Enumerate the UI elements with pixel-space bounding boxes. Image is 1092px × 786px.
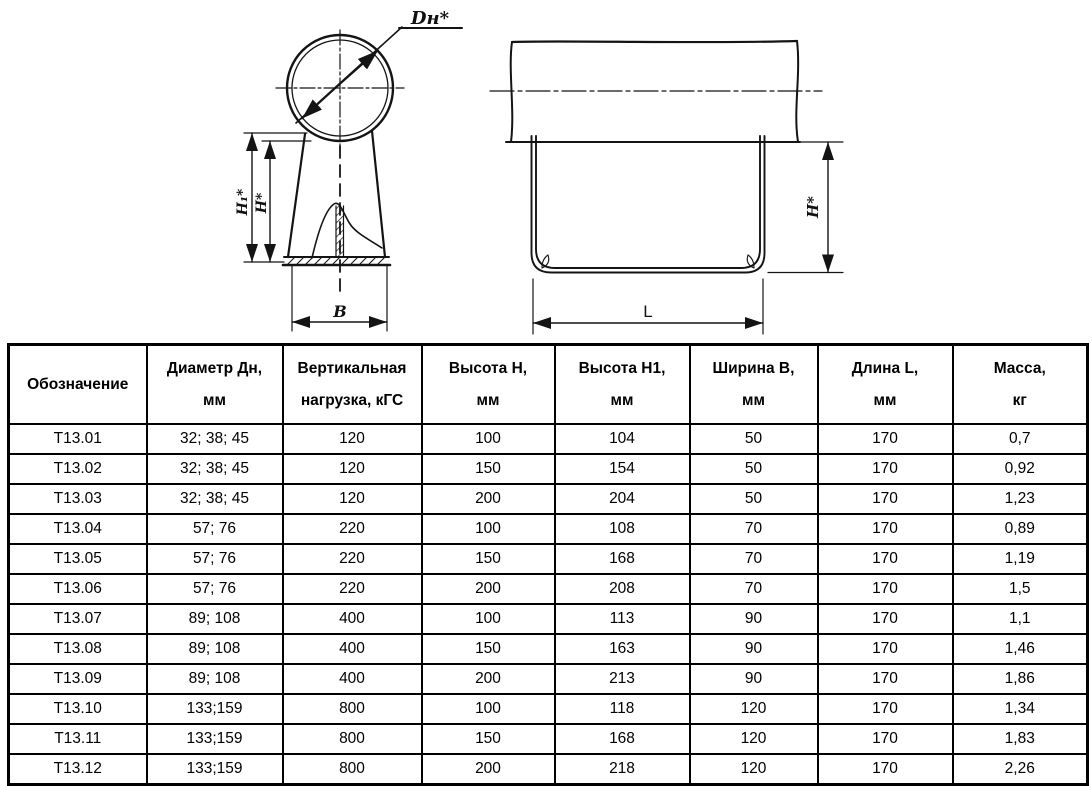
table-row [9,574,1088,604]
col-header-diameter: Диаметр Дн, мм [147,345,283,425]
table-cell: Т13.10 [9,694,147,724]
table-cell: 168 [555,724,690,754]
table-cell: 89; 108 [147,634,283,664]
table-cell: 100 [422,694,555,724]
table-cell: 208 [555,574,690,604]
table-cell: 133;159 [147,724,283,754]
table-row [9,664,1088,694]
table-cell: 90 [690,604,818,634]
table-row [9,544,1088,574]
table-cell: Т13.08 [9,634,147,664]
h1-dim-label: Н₁* [235,188,251,216]
spec-table-body [9,424,1088,785]
table-cell: 133;159 [147,754,283,785]
table-cell: 170 [818,664,953,694]
table-cell: 120 [690,724,818,754]
table-cell: 200 [422,664,555,694]
table-cell: 70 [690,544,818,574]
table-cell: 170 [818,574,953,604]
b-dim-label: В [333,302,347,321]
table-cell: 70 [690,514,818,544]
table-cell: 150 [422,724,555,754]
table-row [9,514,1088,544]
side-h-dim-label: Н* [804,195,822,219]
table-cell: 120 [283,484,422,514]
table-cell: 1,19 [953,544,1088,574]
header-row [9,345,1088,425]
table-cell: Т13.06 [9,574,147,604]
table-cell: 50 [690,424,818,454]
table-row [9,454,1088,484]
table-cell: 170 [818,754,953,785]
table-cell: 89; 108 [147,604,283,634]
table-cell: 220 [283,544,422,574]
table-cell: Т13.05 [9,544,147,574]
table-cell: 100 [422,424,555,454]
table-cell: Т13.09 [9,664,147,694]
table-cell: 100 [422,514,555,544]
base-plate-hatching [288,258,384,264]
table-cell: 120 [690,694,818,724]
table-cell: 400 [283,664,422,694]
saddle-inner-contour [536,136,760,268]
table-cell: 57; 76 [147,514,283,544]
table-cell: 57; 76 [147,544,283,574]
table-cell: 57; 76 [147,574,283,604]
pipe-top-edge [512,41,797,42]
table-cell: 170 [818,604,953,634]
col-header-mass: Масса, кг [953,345,1088,425]
table-cell: 32; 38; 45 [147,484,283,514]
table-cell: 200 [422,484,555,514]
table-cell: 163 [555,634,690,664]
table-cell: 32; 38; 45 [147,424,283,454]
table-cell: 170 [818,424,953,454]
table-cell: 0,92 [953,454,1088,484]
table-cell: 400 [283,634,422,664]
table-row [9,424,1088,454]
rib-hatch [336,206,344,257]
table-cell: Т13.01 [9,424,147,454]
table-row [9,694,1088,724]
table-cell: 118 [555,694,690,724]
break-curve [312,203,382,258]
diameter-arrow-upper [340,51,378,85]
table-cell: 108 [555,514,690,544]
table-cell: 89; 108 [147,664,283,694]
table-cell: 50 [690,484,818,514]
table-cell: 1,86 [953,664,1088,694]
table-cell: 120 [690,754,818,785]
table-row [9,754,1088,785]
table-cell: 70 [690,574,818,604]
table-row [9,484,1088,514]
col-header-load: Вертикальная нагрузка, кГС [283,345,422,425]
col-header-width-b: Ширина В, мм [690,345,818,425]
saddle-outer-contour [532,136,765,273]
table-row [9,604,1088,634]
spec-table [7,343,1086,786]
table-cell: 120 [283,424,422,454]
table-row [9,724,1088,754]
col-header-height-h1: Высота Н1, мм [555,345,690,425]
col-header-length-l: Длина L, мм [818,345,953,425]
table-cell: 168 [555,544,690,574]
table-cell: Т13.03 [9,484,147,514]
table-cell: 0,7 [953,424,1088,454]
table-cell: 150 [422,454,555,484]
support-right-side [372,131,385,257]
table-cell: Т13.12 [9,754,147,785]
table-cell: 200 [422,574,555,604]
table-cell: 170 [818,454,953,484]
table-cell: 100 [422,604,555,634]
table-cell: 1,34 [953,694,1088,724]
table-cell: 170 [818,634,953,664]
table-cell: 133;159 [147,694,283,724]
diameter-arrow-lower [302,84,340,119]
table-cell: 170 [818,544,953,574]
table-cell: 170 [818,484,953,514]
col-header-designation: Обозначение [9,345,147,425]
h-dim-label: Н* [254,192,270,214]
table-cell: 0,89 [953,514,1088,544]
table-cell: 220 [283,514,422,544]
table-row [9,634,1088,664]
front-view-drawing [244,27,462,331]
table-cell: 90 [690,634,818,664]
table-cell: 1,83 [953,724,1088,754]
col-header-height-h: Высота Н, мм [422,345,555,425]
table-cell: 2,26 [953,754,1088,785]
table-cell: 213 [555,664,690,694]
table-cell: 170 [818,724,953,754]
table-cell: 220 [283,574,422,604]
diameter-label: Dн* [410,8,450,29]
table-cell: 218 [555,754,690,785]
table-cell: 200 [422,754,555,785]
l-dim-label: L [643,302,653,321]
table-cell: 104 [555,424,690,454]
table-cell: 1,1 [953,604,1088,634]
table-cell: 1,5 [953,574,1088,604]
table-cell: 1,46 [953,634,1088,664]
table-cell: Т13.07 [9,604,147,634]
table-cell: 800 [283,754,422,785]
table-cell: Т13.04 [9,514,147,544]
table-cell: 400 [283,604,422,634]
table-cell: 170 [818,694,953,724]
table-cell: Т13.11 [9,724,147,754]
table-cell: 150 [422,634,555,664]
table-cell: 150 [422,544,555,574]
table-cell: 90 [690,664,818,694]
side-view-drawing [490,41,843,334]
pipe-left-break [511,42,513,142]
table-cell: 113 [555,604,690,634]
table-cell: 32; 38; 45 [147,454,283,484]
table-cell: 1,23 [953,484,1088,514]
table-cell: 120 [283,454,422,484]
table-cell: 204 [555,484,690,514]
table-cell: 800 [283,694,422,724]
table-cell: 170 [818,514,953,544]
support-left-side [288,134,305,257]
table-cell: 154 [555,454,690,484]
table-cell: Т13.02 [9,454,147,484]
technical-drawing [0,0,1092,343]
table-cell: 50 [690,454,818,484]
table-cell: 800 [283,724,422,754]
